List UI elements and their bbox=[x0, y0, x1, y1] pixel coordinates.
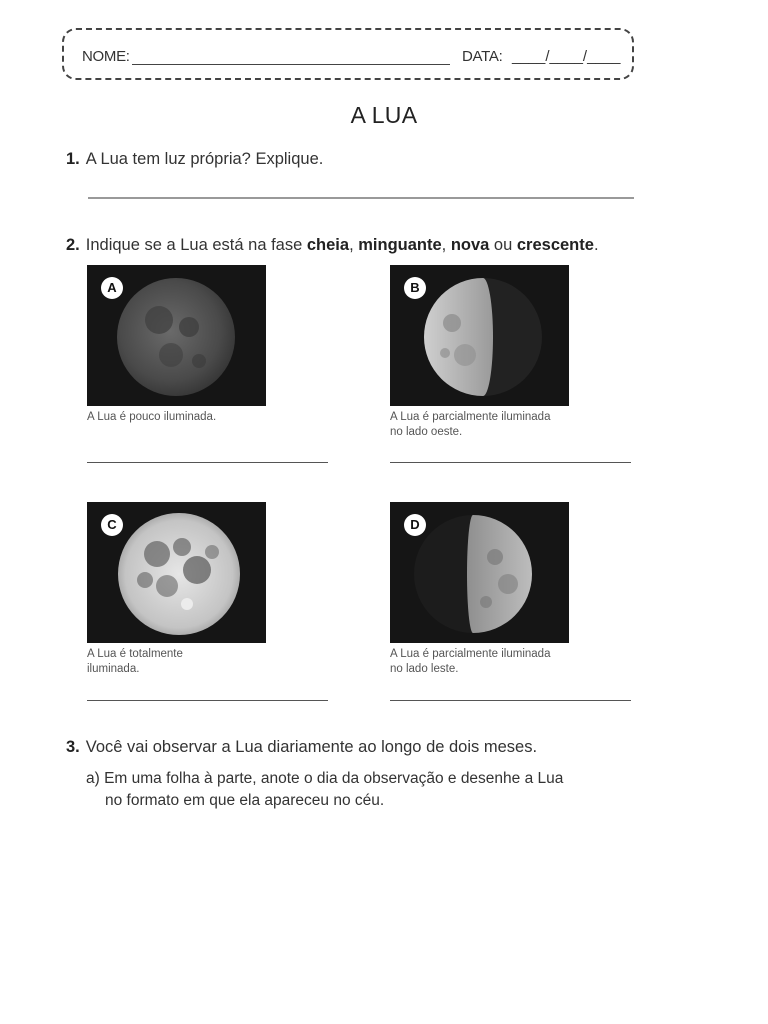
phase-option-crescente: crescente bbox=[516, 236, 594, 254]
caption-d-line-1: A Lua é parcialmente iluminada bbox=[390, 648, 551, 660]
question-3 bbox=[66, 738, 537, 757]
question-1-answer-line[interactable] bbox=[88, 197, 634, 199]
question-3-text: Você vai observar a Lua diariamente ao longo de dois meses. bbox=[85, 738, 538, 756]
question-3a bbox=[86, 768, 563, 812]
caption-b-line-2: no lado oeste. bbox=[390, 426, 463, 438]
phase-option-minguante: minguante bbox=[358, 236, 442, 254]
caption-d-line-2: no lado leste. bbox=[390, 663, 459, 675]
question-3a-line-1: a) Em uma folha à parte, anote o dia da observação e desenhe a Lua bbox=[86, 770, 564, 787]
student-info-box bbox=[62, 28, 634, 80]
moon-photo-a bbox=[87, 265, 266, 406]
answer-line-c[interactable] bbox=[87, 700, 328, 701]
caption-a bbox=[87, 410, 287, 425]
separator: , bbox=[441, 236, 451, 254]
moon-photo-d bbox=[390, 502, 569, 643]
question-3-number: 3. bbox=[66, 738, 80, 756]
date-field[interactable]: ____/____/____ bbox=[512, 48, 621, 65]
caption-c-line-1: A Lua é totalmente bbox=[87, 648, 183, 660]
badge-c: C bbox=[101, 514, 123, 536]
caption-c-line-2: iluminada. bbox=[87, 663, 140, 675]
question-1-number: 1. bbox=[66, 150, 80, 168]
caption-c bbox=[87, 647, 287, 677]
badge-d: D bbox=[404, 514, 426, 536]
name-field[interactable] bbox=[132, 64, 450, 65]
question-2-number: 2. bbox=[66, 236, 80, 254]
caption-b-line-1: A Lua é parcialmente iluminada bbox=[390, 411, 551, 423]
separator: , bbox=[349, 236, 359, 254]
separator: ou bbox=[489, 236, 517, 254]
caption-d bbox=[390, 647, 590, 677]
date-label: DATA: bbox=[462, 48, 503, 65]
name-label: NOME: bbox=[82, 48, 130, 65]
question-3a-line-2: no formato em que ela apareceu no céu. bbox=[105, 792, 385, 809]
caption-a-line-1: A Lua é pouco iluminada. bbox=[87, 411, 217, 423]
phase-option-nova: nova bbox=[450, 236, 490, 254]
question-2 bbox=[66, 236, 599, 255]
badge-b: B bbox=[404, 277, 426, 299]
answer-line-d[interactable] bbox=[390, 700, 631, 701]
answer-line-b[interactable] bbox=[390, 462, 631, 463]
caption-b bbox=[390, 410, 590, 440]
answer-line-a[interactable] bbox=[87, 462, 328, 463]
badge-a: A bbox=[101, 277, 123, 299]
moon-photo-c bbox=[87, 502, 266, 643]
question-2-end: . bbox=[593, 236, 599, 254]
moon-photo-b bbox=[390, 265, 569, 406]
phase-option-cheia: cheia bbox=[306, 236, 350, 254]
page-title: A LUA bbox=[350, 102, 418, 128]
question-1 bbox=[66, 150, 323, 169]
question-1-text: A Lua tem luz própria? Explique. bbox=[85, 150, 324, 168]
question-2-prefix: Indique se a Lua está na fase bbox=[85, 236, 307, 254]
